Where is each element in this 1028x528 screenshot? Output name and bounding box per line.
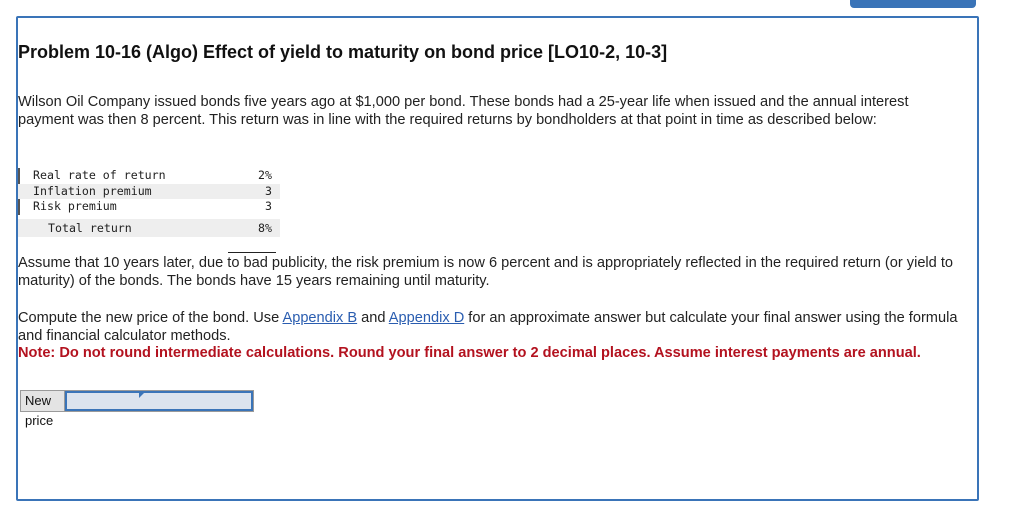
rate-table <box>18 168 280 237</box>
rate-label: Inflation premium <box>33 183 152 198</box>
total-row <box>18 219 280 237</box>
appendix-d-link[interactable]: Appendix D <box>388 310 465 326</box>
new-price-input[interactable] <box>65 391 253 411</box>
total-rule <box>228 252 276 253</box>
row-bar <box>18 199 20 215</box>
total-label: Total return <box>48 220 132 235</box>
appendix-b-link[interactable]: Appendix B <box>282 310 358 326</box>
rate-row <box>18 199 280 215</box>
rate-value: 3 <box>265 183 272 198</box>
problem-intro: Wilson Oil Company issued bonds five years ago at $1,000 per bond. These bonds had a 25-year life when issued and the annual interest payment was then 8 percent. This return was in line with the required returns by bondholders at that point in time as described below: <box>18 94 909 128</box>
new-price-label: New price <box>21 391 65 411</box>
top-tab[interactable] <box>850 0 976 8</box>
answer-row <box>20 390 254 428</box>
row-bar <box>18 168 20 184</box>
problem-frame <box>16 16 979 501</box>
instruction-text: for an approximate answer but calculate your final answer using the formula and financial calculator methods. <box>18 310 958 344</box>
rate-value: 2% <box>258 168 272 182</box>
rate-label: Risk premium <box>33 199 117 213</box>
instruction-text: and <box>357 310 389 326</box>
problem-instruction <box>18 310 968 363</box>
rate-label: Real rate of return <box>33 168 166 182</box>
instruction-text: Compute the new price of the bond. Use <box>18 310 283 326</box>
rate-row <box>18 184 280 200</box>
total-value: 8% <box>258 220 272 235</box>
problem-title: Problem 10-16 (Algo) Effect of yield to maturity on bond price [LO10-2, 10-3] <box>18 42 668 62</box>
problem-scenario: Assume that 10 years later, due to bad publicity, the risk premium is now 6 percent and is appropriately reflected in the required return (or yield to maturity) of the bonds. The bonds have 15 years remaining until maturity. <box>18 255 954 289</box>
rate-row <box>18 168 280 184</box>
flag-marker-icon <box>139 393 144 398</box>
rounding-note: Note: Do not round intermediate calculations. Round your final answer to 2 decimal places. Assume interest payments are annual. <box>18 345 921 361</box>
rate-value: 3 <box>265 199 272 213</box>
